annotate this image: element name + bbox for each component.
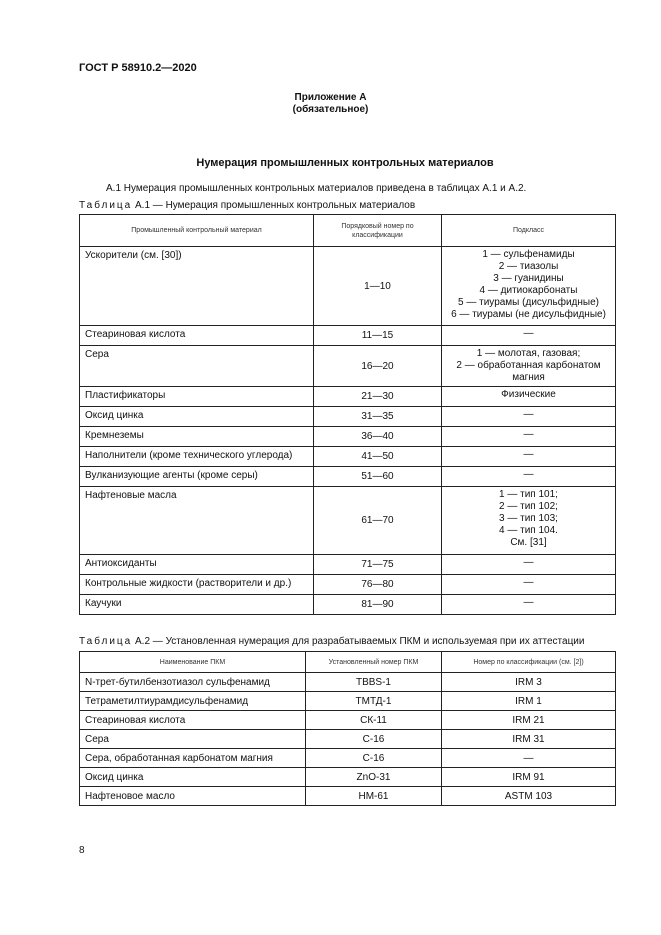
table1-row bbox=[80, 467, 616, 487]
table1-subclass-line: 1 — сульфенамиды bbox=[482, 249, 575, 260]
table1-subclass-line: 2 — тиазолы bbox=[498, 261, 559, 272]
table2-header-row bbox=[80, 652, 616, 673]
table2-cell-code: TBBS-1 bbox=[306, 673, 442, 692]
table2-caption-text: А.2 — Установленная нумерация для разрабатываемых ПКМ и используемая при их аттестации bbox=[132, 636, 585, 647]
table1-row bbox=[80, 595, 616, 615]
table2-caption-label: Таблица bbox=[79, 636, 133, 647]
table2-cell-class: IRM 21 bbox=[442, 711, 616, 730]
table1-cell-subclass bbox=[442, 555, 616, 575]
table1-subclass-line: магния bbox=[512, 372, 545, 383]
table1-subclass-line: — bbox=[523, 328, 534, 339]
table2-row bbox=[80, 787, 616, 806]
table1-row bbox=[80, 555, 616, 575]
table1-subclass-line: — bbox=[523, 449, 534, 460]
table1-cell-subclass bbox=[442, 407, 616, 427]
table1-cell-material: Оксид цинка bbox=[80, 407, 314, 427]
table1-cell-number: 51—60 bbox=[314, 467, 442, 487]
page-number: 8 bbox=[79, 845, 85, 856]
table1-subclass-line: 3 — гуанидины bbox=[493, 273, 564, 284]
table1-cell-material: Вулканизующие агенты (кроме серы) bbox=[80, 467, 314, 487]
table2-cell-code: ZnO-31 bbox=[306, 768, 442, 787]
table1-cell-subclass bbox=[442, 487, 616, 555]
table2-cell-code: НМ-61 bbox=[306, 787, 442, 806]
table2-header-name: Наименование ПКМ bbox=[80, 652, 306, 673]
table1-subclass-line: 5 — тиурамы (дисульфидные) bbox=[458, 297, 599, 308]
table1-subclass-line: — bbox=[523, 469, 534, 480]
table1-row bbox=[80, 247, 616, 326]
table2-row bbox=[80, 692, 616, 711]
table1-header-subclass: Подкласс bbox=[442, 215, 616, 247]
table1-cell-number: 21—30 bbox=[314, 387, 442, 407]
table1-subclass-line: — bbox=[523, 429, 534, 440]
table1-cell-subclass bbox=[442, 427, 616, 447]
table1-cell-subclass bbox=[442, 595, 616, 615]
table1-caption bbox=[79, 200, 415, 211]
table1 bbox=[79, 214, 616, 615]
table2-row bbox=[80, 749, 616, 768]
table1-cell-material: Контрольные жидкости (растворители и др.) bbox=[80, 575, 314, 595]
table2-cell-code: С-16 bbox=[306, 749, 442, 768]
table2-row bbox=[80, 768, 616, 787]
table1-subclass-line: 2 — тип 102; bbox=[499, 501, 558, 512]
table1-subclass-line: — bbox=[523, 557, 534, 568]
table2-cell-class: — bbox=[442, 749, 616, 768]
table1-cell-material: Кремнеземы bbox=[80, 427, 314, 447]
table1-cell-number: 1—10 bbox=[314, 247, 442, 326]
table2 bbox=[79, 651, 616, 806]
table1-subclass-line: 6 — тиурамы (не дисульфидные) bbox=[451, 309, 606, 320]
table1-cell-subclass bbox=[442, 247, 616, 326]
table1-row bbox=[80, 447, 616, 467]
appendix-note: (обязательное) bbox=[292, 104, 369, 115]
table2-cell-code: С-16 bbox=[306, 730, 442, 749]
table1-cell-material: Сера bbox=[80, 346, 314, 387]
table1-cell-number: 61—70 bbox=[314, 487, 442, 555]
table2-cell-name: Тетраметилтиурамдисульфенамид bbox=[80, 692, 306, 711]
table2-row bbox=[80, 730, 616, 749]
table1-subclass-line: 4 — тип 104. bbox=[499, 525, 558, 536]
table1-caption-text: А.1 — Нумерация промышленных контрольных материалов bbox=[132, 200, 416, 211]
table1-row bbox=[80, 346, 616, 387]
table1-cell-number: 16—20 bbox=[314, 346, 442, 387]
table1-cell-subclass bbox=[442, 467, 616, 487]
table1-header-material: Промышленный контрольный материал bbox=[80, 215, 314, 247]
table1-cell-number: 81—90 bbox=[314, 595, 442, 615]
table2-cell-class: IRM 3 bbox=[442, 673, 616, 692]
table1-cell-number: 31—35 bbox=[314, 407, 442, 427]
table1-cell-subclass bbox=[442, 346, 616, 387]
table1-subclass-line: Физические bbox=[501, 389, 556, 400]
table2-cell-name: Нафтеновое масло bbox=[80, 787, 306, 806]
table1-subclass-line: — bbox=[523, 597, 534, 608]
table1-cell-material: Пластификаторы bbox=[80, 387, 314, 407]
table1-cell-material: Ускорители (см. [30]) bbox=[80, 247, 314, 326]
table1-subclass-line: См. [31] bbox=[510, 537, 547, 548]
table1-subclass-line: 3 — тип 103; bbox=[499, 513, 558, 524]
table2-cell-name: N-трет-бутилбензотиазол сульфенамид bbox=[80, 673, 306, 692]
table1-header-row bbox=[80, 215, 616, 247]
table1-cell-material: Стеариновая кислота bbox=[80, 326, 314, 346]
table2-row bbox=[80, 673, 616, 692]
section-title: Нумерация промышленных контрольных материалов bbox=[196, 157, 494, 169]
table1-row bbox=[80, 575, 616, 595]
table1-row bbox=[80, 326, 616, 346]
table2-cell-code: ТМТД-1 bbox=[306, 692, 442, 711]
table1-subclass-line: 2 — обработанная карбонатом bbox=[456, 360, 601, 371]
table1-cell-subclass bbox=[442, 447, 616, 467]
table2-caption bbox=[79, 636, 584, 647]
table1-cell-material: Каучуки bbox=[80, 595, 314, 615]
table1-subclass-line: — bbox=[523, 577, 534, 588]
appendix-title: Приложение А bbox=[294, 92, 367, 103]
table2-cell-code: СК-11 bbox=[306, 711, 442, 730]
table1-cell-number: 41—50 bbox=[314, 447, 442, 467]
table2-cell-class: IRM 1 bbox=[442, 692, 616, 711]
table1-cell-number: 76—80 bbox=[314, 575, 442, 595]
table1-header-number: Порядковый номер по классификации bbox=[314, 215, 442, 247]
table1-cell-material: Нафтеновые масла bbox=[80, 487, 314, 555]
table2-cell-name: Оксид цинка bbox=[80, 768, 306, 787]
table1-row bbox=[80, 427, 616, 447]
table2-cell-name: Сера bbox=[80, 730, 306, 749]
table1-subclass-line: 4 — дитиокарбонаты bbox=[479, 285, 578, 296]
table1-cell-material: Антиоксиданты bbox=[80, 555, 314, 575]
table1-cell-subclass bbox=[442, 387, 616, 407]
table1-cell-subclass bbox=[442, 326, 616, 346]
table1-row bbox=[80, 387, 616, 407]
intro-paragraph: А.1 Нумерация промышленных контрольных материалов приведена в таблицах А.1 и А.2. bbox=[106, 183, 527, 194]
table2-cell-name: Стеариновая кислота bbox=[80, 711, 306, 730]
document-code: ГОСТ Р 58910.2—2020 bbox=[79, 62, 197, 74]
table2-row bbox=[80, 711, 616, 730]
table2-cell-class: IRM 91 bbox=[442, 768, 616, 787]
table1-cell-subclass bbox=[442, 575, 616, 595]
table2-header-class: Номер по классификации (см. [2]) bbox=[442, 652, 616, 673]
table2-cell-class: IRM 31 bbox=[442, 730, 616, 749]
table1-row bbox=[80, 487, 616, 555]
table2-header-code: Установленный номер ПКМ bbox=[306, 652, 442, 673]
table1-caption-label: Таблица bbox=[79, 200, 133, 211]
table1-subclass-line: 1 — тип 101; bbox=[499, 489, 558, 500]
table1-subclass-line: 1 — молотая, газовая; bbox=[476, 348, 581, 359]
table1-subclass-line: — bbox=[523, 409, 534, 420]
table1-cell-number: 11—15 bbox=[314, 326, 442, 346]
table1-cell-number: 71—75 bbox=[314, 555, 442, 575]
table2-cell-class: ASTM 103 bbox=[442, 787, 616, 806]
table1-cell-material: Наполнители (кроме технического углерода) bbox=[80, 447, 314, 467]
table1-cell-number: 36—40 bbox=[314, 427, 442, 447]
table2-cell-name: Сера, обработанная карбонатом магния bbox=[80, 749, 306, 768]
table1-row bbox=[80, 407, 616, 427]
